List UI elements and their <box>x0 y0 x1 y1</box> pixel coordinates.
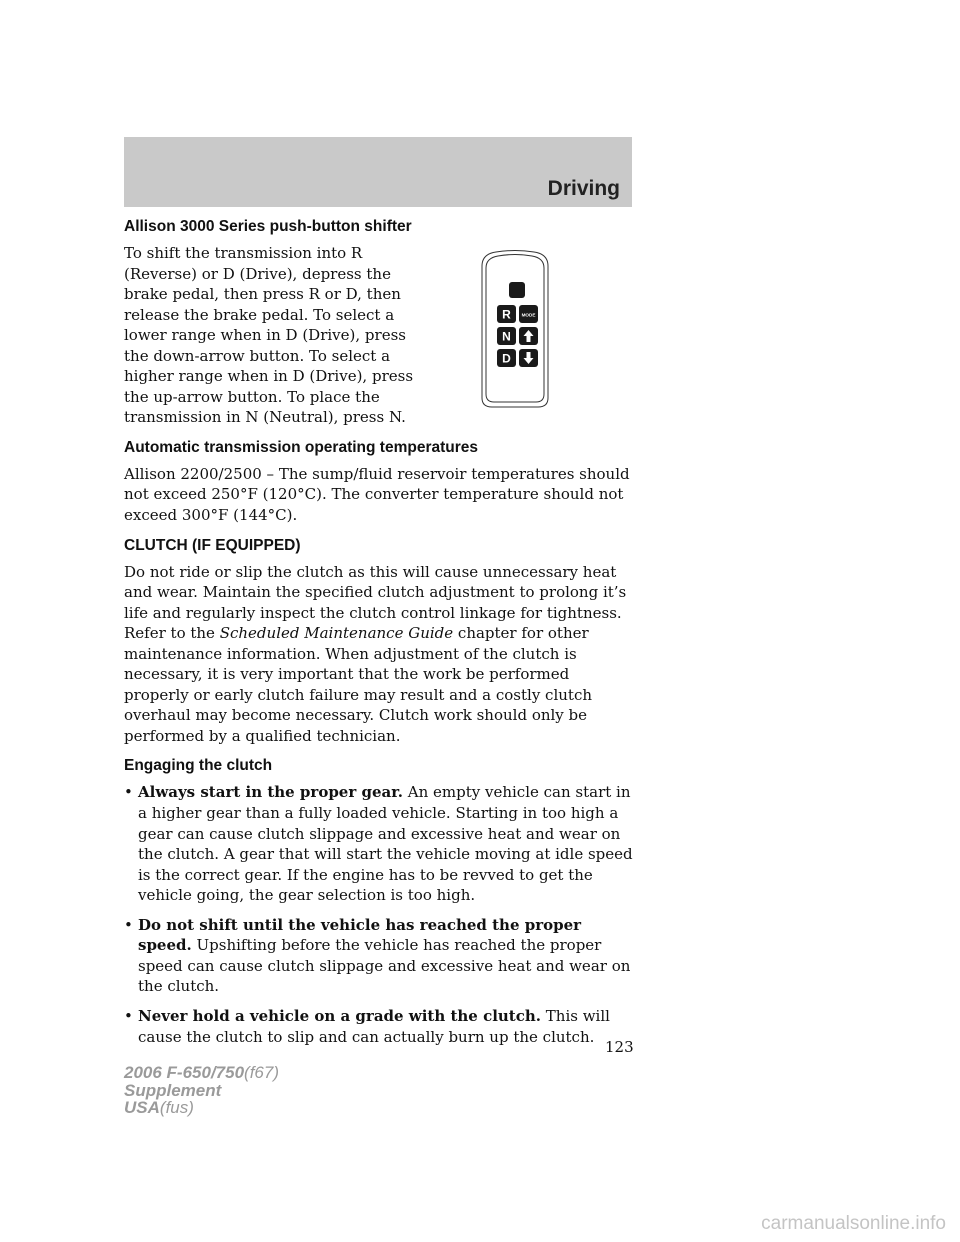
footer-model: 2006 F-650/750 <box>124 1063 245 1082</box>
bullet-text: Upshifting before the vehicle has reached the proper speed can cause clutch slippage and excessive heat and wear on the clutch. <box>138 936 631 996</box>
footer-region-code: (fus) <box>159 1098 194 1118</box>
temps-body: Allison 2200/2500 – The sump/fluid reservoir temperatures should not exceed 250°F (120°C). The converter temperature should not exceed 300°F (144°C). <box>124 464 630 525</box>
page-number: 123 <box>605 1038 634 1056</box>
list-item <box>124 915 636 997</box>
shifter-body: To shift the transmission into R (Reverse) or D (Drive), depress the brake pedal, then press R or D, then release the brake pedal. To select a lower range when in D (Drive), press the down-arrow button. To select a higher range when in D (Drive), press the up-arrow button. To place the transmission in N (Neutral), press N. <box>124 244 414 427</box>
footer-line2: Supplement <box>124 1080 222 1100</box>
clutch-body <box>124 562 636 747</box>
section-title: Driving <box>547 177 620 200</box>
clutch-heading: CLUTCH (IF EQUIPPED) <box>124 536 301 554</box>
bullet-lead: Do not shift until the vehicle has reached the proper speed. <box>138 915 582 955</box>
list-item <box>124 782 636 905</box>
footer <box>124 1064 279 1117</box>
clutch-body-part1: Do not ride or slip the clutch as this will cause unnecessary heat and wear. Maintain the specified clutch adjustment to prolong it’s life and regularly inspect the clutch control linkage for tightness. Refer to the <box>124 562 627 643</box>
bullet-icon: • <box>124 783 133 802</box>
mode-button-label: MODE <box>521 312 536 318</box>
maintenance-guide-ref: Scheduled Maintenance Guide <box>219 624 454 643</box>
footer-code: (f67) <box>244 1063 280 1082</box>
shifter-heading: Allison 3000 Series push-button shifter <box>124 218 412 235</box>
engaging-list <box>124 782 636 1047</box>
temps-heading: Automatic transmission operating temperatures <box>124 438 478 456</box>
bullet-lead: Never hold a vehicle on a grade with the clutch. <box>138 1006 541 1025</box>
r-button-label: R <box>502 307 511 322</box>
bullet-text: An empty vehicle can start in a higher gear than a fully loaded vehicle. Starting in too high a gear can cause clutch slippage and excessive heat and wear on the clutch. A gear that will start the vehicle moving at idle speed is the correct gear. If the engine has to be revved to get the vehicle going, the gear selection is too high. <box>138 783 633 905</box>
clutch-body-part2: chapter for other maintenance information. When adjustment of the clutch is necessary, it is very important that the work be performed properly or early clutch failure may result and a costly clutch overhaul may become necessary. Clutch work should only be performed by a qualified technician. <box>124 624 593 745</box>
footer-region: USA <box>124 1098 160 1118</box>
d-button-label: D <box>502 351 511 366</box>
engaging-heading: Engaging the clutch <box>124 757 273 775</box>
bullet-lead: Always start in the proper gear. <box>138 783 403 802</box>
n-button-label: N <box>502 329 511 344</box>
site-watermark: carmanualsonline.info <box>761 1213 946 1234</box>
page-content <box>124 218 636 1056</box>
bullet-text: This will cause the clutch to slip and can actually burn up the clutch. <box>138 1006 610 1046</box>
header-band <box>124 137 632 207</box>
list-item <box>124 1006 636 1047</box>
bullet-icon: • <box>124 915 133 934</box>
bullet-icon: • <box>124 1006 133 1025</box>
